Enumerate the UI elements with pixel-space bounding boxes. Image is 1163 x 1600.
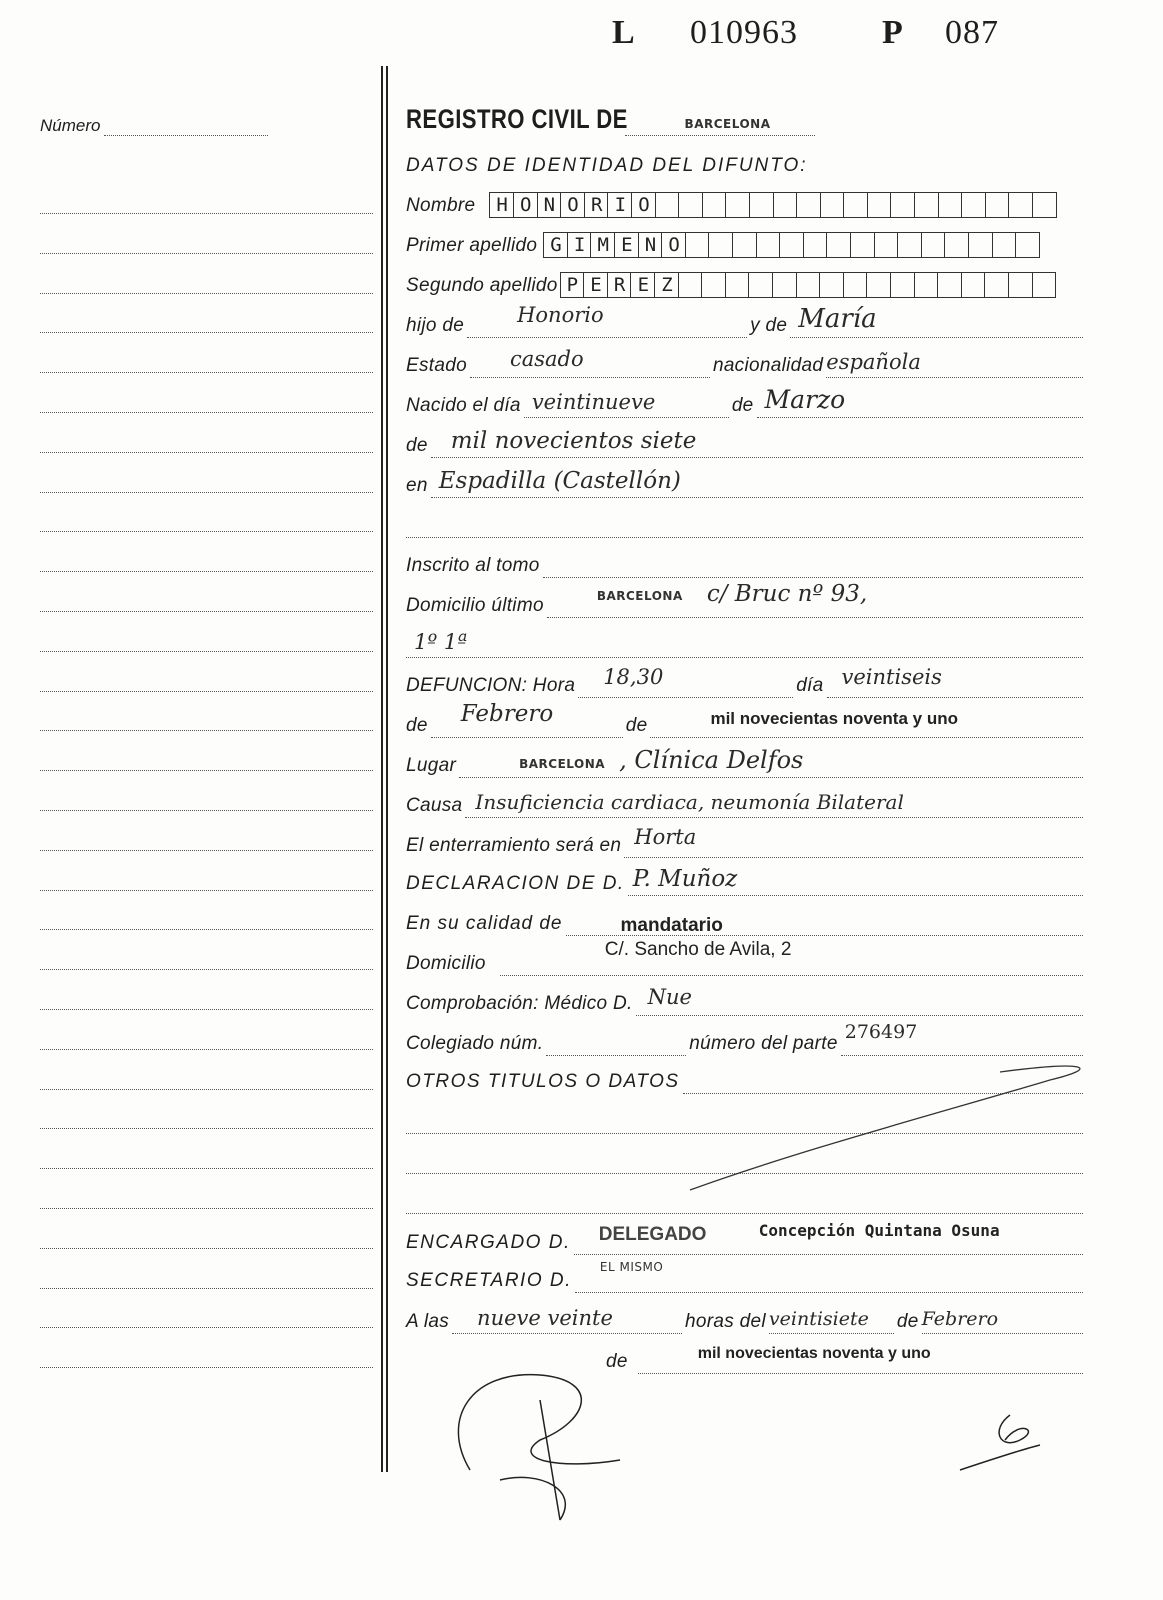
tomo-label: Inscrito al tomo xyxy=(406,555,540,576)
defuncion-hora-label: DEFUNCION: Hora xyxy=(406,675,576,696)
declaracion-label: DECLARACION DE D. xyxy=(406,873,625,894)
estado-label: Estado xyxy=(406,355,467,376)
causa-label: Causa xyxy=(406,795,463,816)
nacido-mes-value: Marzo xyxy=(764,385,846,414)
parte-label: número del parte xyxy=(689,1033,838,1054)
nombre-label: Nombre xyxy=(406,195,476,216)
en-label: en xyxy=(406,475,428,496)
lugar-value: , Clínica Delfos xyxy=(619,746,804,774)
firma-de-label: de xyxy=(896,1311,919,1332)
defuncion-de2-label: de xyxy=(625,715,648,736)
numero-label: Número xyxy=(40,116,101,135)
alas-label: A las xyxy=(406,1311,450,1332)
defuncion-mes-value: Febrero xyxy=(460,701,554,727)
page-title: REGISTRO CIVIL DE xyxy=(406,104,628,134)
defuncion-anio-value: mil novecientas noventa y uno xyxy=(710,709,958,728)
nacido-label: Nacido el día xyxy=(406,395,521,416)
medico-label: Comprobación: Médico D. xyxy=(406,993,633,1014)
ref-l-number: 010963 xyxy=(690,14,798,51)
segundo-apellido-value: PEREZ xyxy=(566,274,685,296)
signature-right xyxy=(960,1415,1040,1470)
dia-label: día xyxy=(796,675,824,696)
domicilio-ultimo-label: Domicilio último xyxy=(406,595,544,616)
encargado-label: ENCARGADO D. xyxy=(406,1232,571,1253)
defuncion-de-label: de xyxy=(406,715,428,736)
nacido-anio-value: mil novecientos siete xyxy=(450,428,697,454)
defuncion-dia-value: veintiseis xyxy=(841,665,942,689)
otros-label: OTROS TITULOS O DATOS xyxy=(406,1071,680,1092)
nombre-value: HONORIO xyxy=(496,194,662,216)
causa-value: Insuficiencia cardiaca, neumonía Bilateral xyxy=(475,790,904,814)
domicilio-ultimo-cont: 1º 1ª xyxy=(414,630,468,654)
lugar-label: Lugar xyxy=(406,755,457,776)
ref-p-number: 087 xyxy=(945,14,999,51)
firma-hora-value: nueve veinte xyxy=(477,1306,613,1330)
medico-value: Nue xyxy=(647,985,692,1009)
parte-value: 276497 xyxy=(844,1021,918,1043)
declarante-domicilio-label: Domicilio xyxy=(406,953,486,974)
y-de-label: y de xyxy=(750,315,788,336)
strike-line xyxy=(690,1066,1080,1190)
nacionalidad-label: nacionalidad xyxy=(712,355,824,376)
encargado-value: Concepción Quintana Osuna xyxy=(758,1221,1000,1240)
nacionalidad-value: española xyxy=(826,350,921,374)
firma-mes-value: Febrero xyxy=(921,1308,999,1330)
nacido-lugar-value: Espadilla (Castellón) xyxy=(438,468,681,494)
hijo-label: hijo de xyxy=(406,315,465,336)
domicilio-stamp: BARCELONA xyxy=(596,589,683,603)
nacido-de-label: de xyxy=(731,395,754,416)
segundo-apellido-label: Segundo apellido xyxy=(406,275,558,296)
lugar-stamp: BARCELONA xyxy=(519,757,606,771)
ref-p-label: P xyxy=(882,14,904,51)
firma-dia-value: veintisiete xyxy=(768,1308,869,1330)
secretario-label: SECRETARIO D. xyxy=(406,1270,572,1291)
primer-apellido-label: Primer apellido xyxy=(406,235,538,256)
encargado-stamp: DELEGADO xyxy=(598,1224,707,1245)
city-stamp: BARCELONA xyxy=(684,117,771,131)
primer-apellido-value: GIMENO xyxy=(550,234,693,256)
firma-de2-label: de xyxy=(606,1351,628,1372)
signature-left xyxy=(458,1375,620,1520)
firma-anio-value: mil novecientas noventa y uno xyxy=(697,1345,931,1362)
domicilio-ultimo-value: c/ Bruc nº 93, xyxy=(706,581,868,607)
calidad-value: mandatario xyxy=(620,915,723,936)
colegiado-label: Colegiado núm. xyxy=(406,1033,544,1054)
enterramiento-label: El enterramiento será en xyxy=(406,835,622,856)
nacido-dia-value: veintinueve xyxy=(531,390,656,414)
secretario-value: EL MISMO xyxy=(599,1260,664,1274)
defuncion-hora-value: 18,30 xyxy=(603,665,664,689)
enterramiento-value: Horta xyxy=(634,825,697,849)
anio-label: de xyxy=(406,435,428,456)
padre-value: Honorio xyxy=(517,303,604,327)
ref-l-label: L xyxy=(612,14,636,51)
declarante-value: P. Muñoz xyxy=(632,866,738,892)
declarante-domicilio-value: C/. Sancho de Avila, 2 xyxy=(604,939,792,960)
section-title: DATOS DE IDENTIDAD DEL DIFUNTO: xyxy=(406,155,808,176)
horas-label: horas del xyxy=(685,1311,766,1332)
madre-value: María xyxy=(798,304,877,334)
estado-value: casado xyxy=(509,347,584,371)
calidad-label: En su calidad de xyxy=(406,913,563,934)
